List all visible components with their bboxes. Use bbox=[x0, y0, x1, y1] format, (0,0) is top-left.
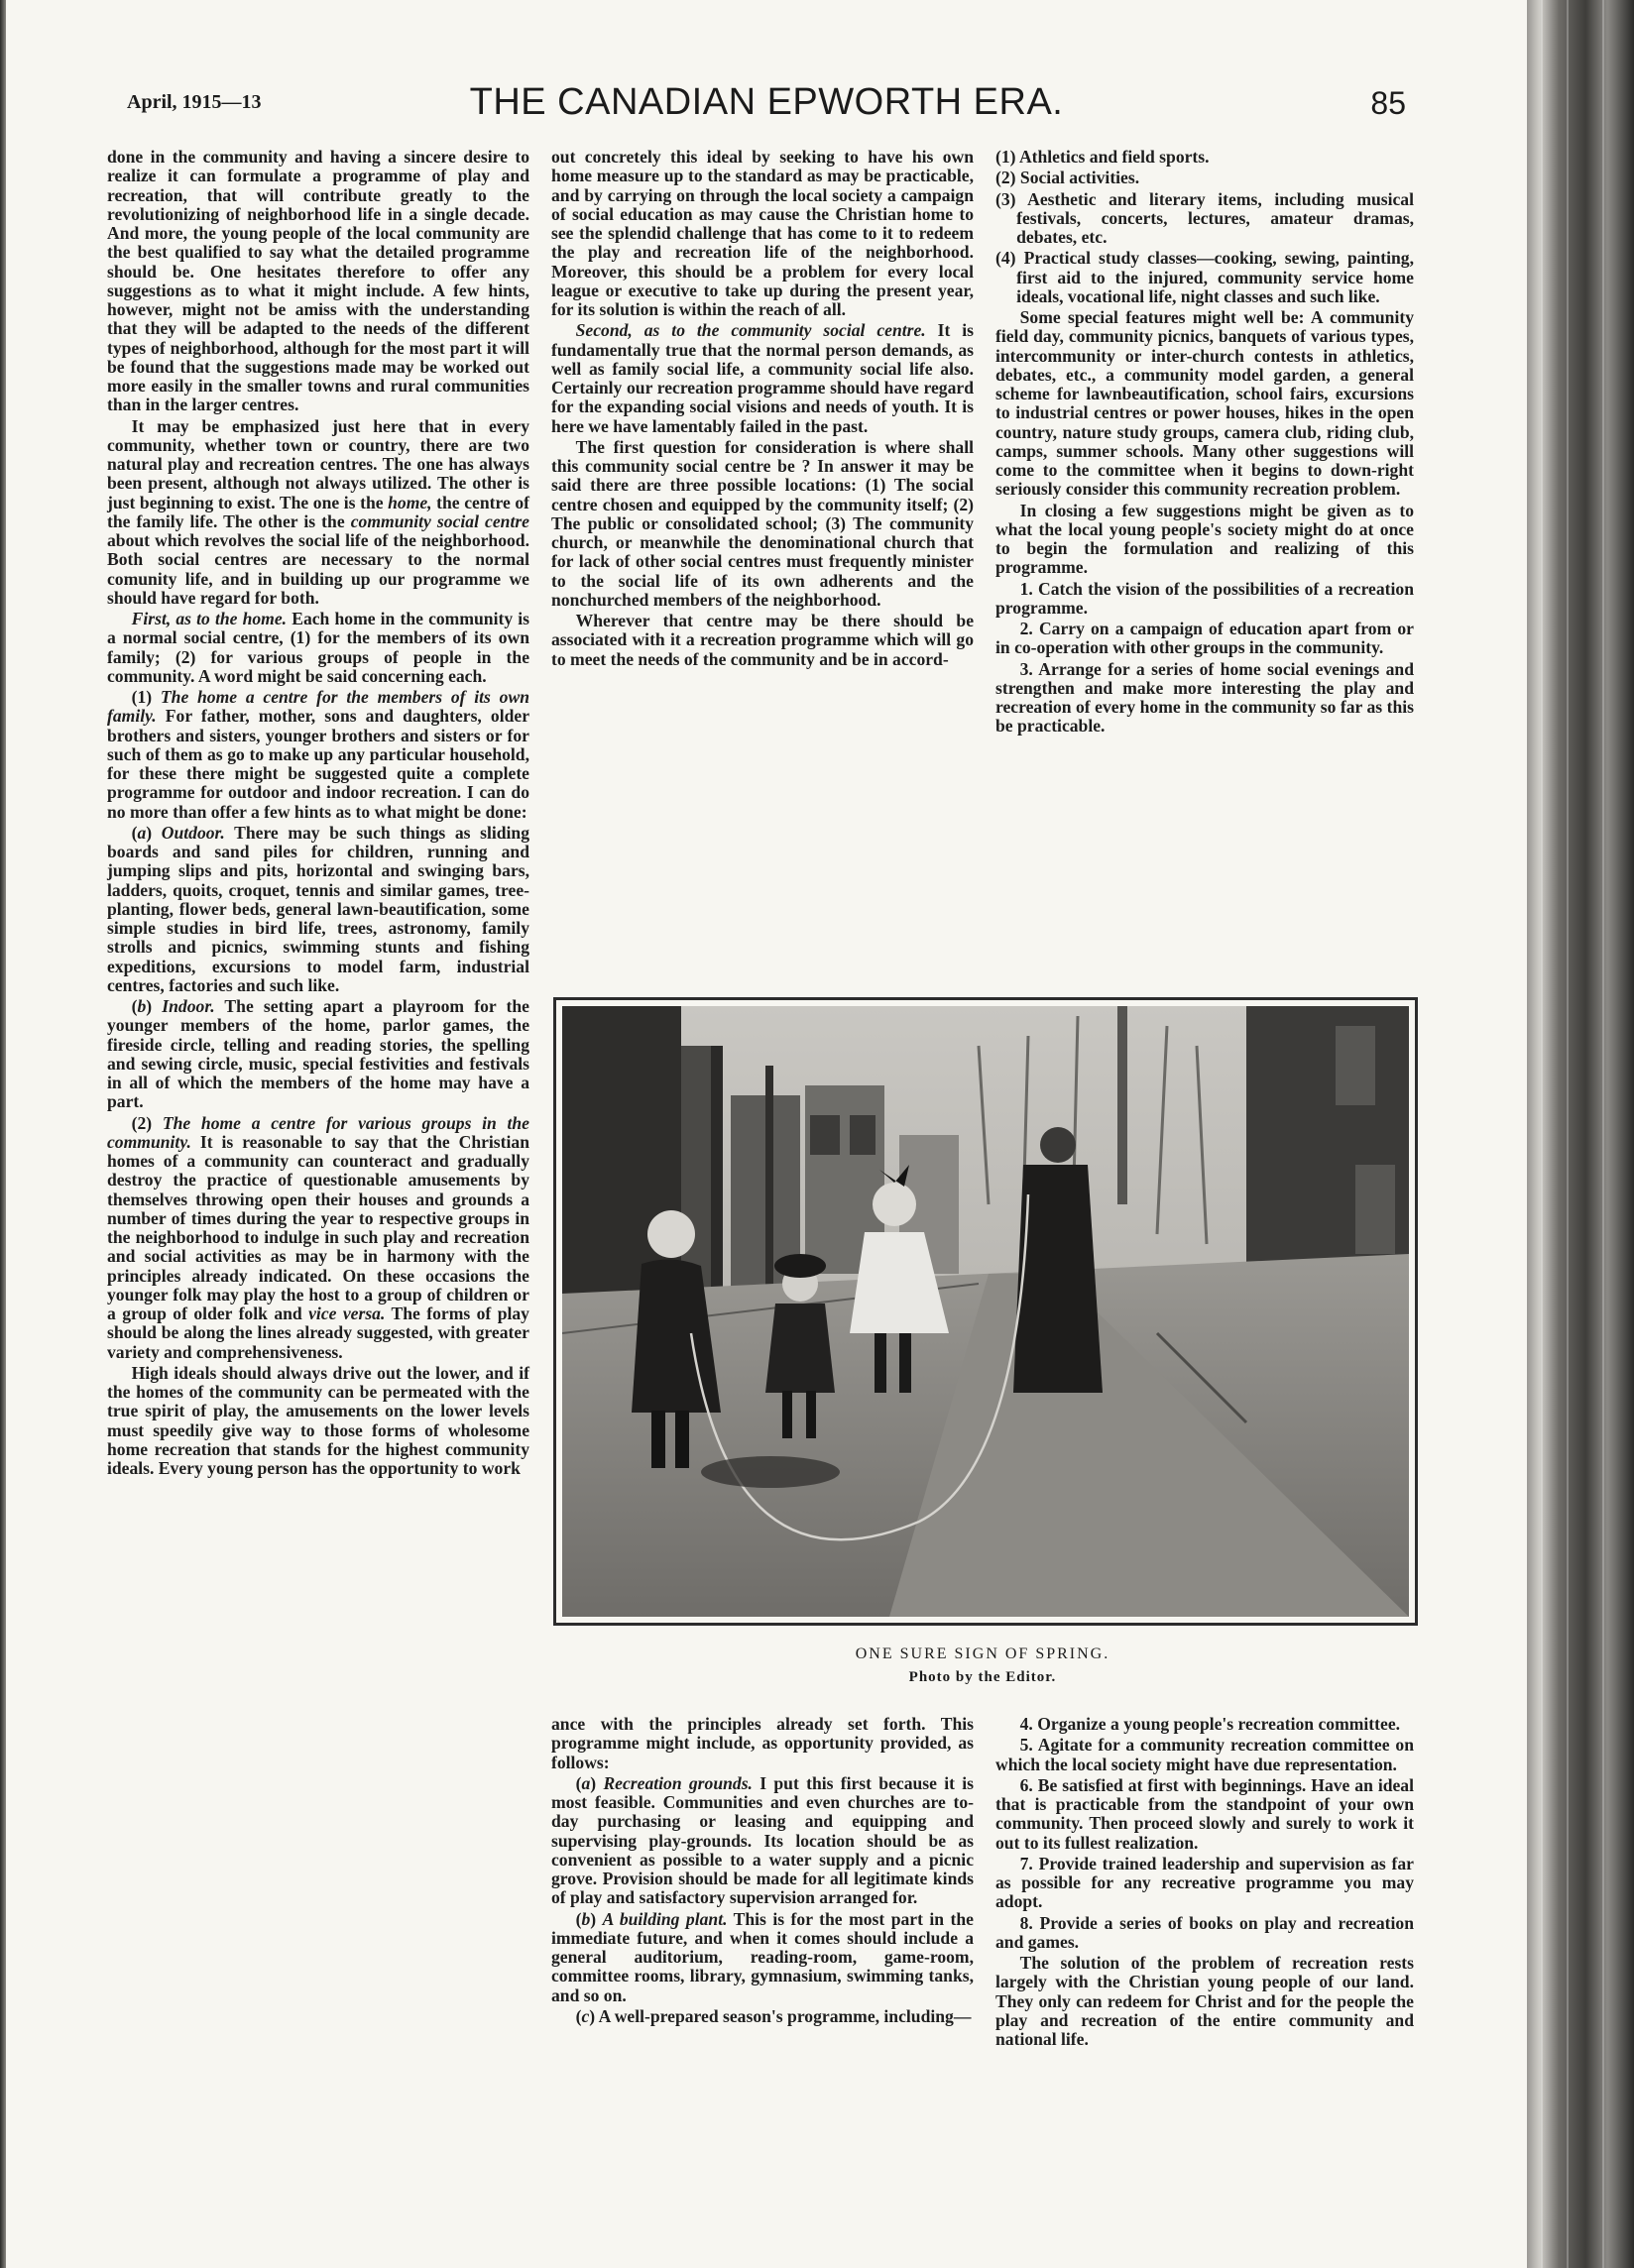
paragraph bbox=[551, 612, 974, 669]
italic-text: The home a centre for various groups in the community. bbox=[107, 1112, 529, 1152]
paragraph bbox=[551, 321, 974, 436]
paragraph bbox=[107, 688, 529, 822]
text-run: done in the community and having a sincere desire to realize it can formulate a programme of play and recreation, that will contribute greatly to the revolutionizing of neighborhood life in a single decade. And more, the young people of the local community are the best qualified to say what the detailed programme should be. One hesitates therefore to offer any suggestions as to what it might include. A few hints, however, might not be amiss with the understanding that they will be adapted to the needs of the different types of neighborhood, although for the most part it will be found that the suggestions made may be worked out more easily in the smaller towns and rural communities than in the larger centres. bbox=[107, 147, 529, 415]
text-run: (1) bbox=[131, 687, 161, 707]
text-run: (2) bbox=[131, 1112, 163, 1133]
photo-illustration bbox=[562, 1006, 1409, 1617]
text-run: 7. Provide trained leadership and supervision as far as possible for any recreative programme you may adopt. bbox=[995, 1853, 1414, 1912]
text-run: ) bbox=[146, 996, 163, 1016]
paragraph bbox=[107, 824, 529, 995]
publication-title: THE CANADIAN EPWORTH ERA. bbox=[469, 81, 1064, 123]
text-run: (3) Aesthetic and literary items, including musical festivals, concerts, lectures, amateur dramas, debates, etc. bbox=[995, 188, 1414, 247]
text-run: ( bbox=[131, 822, 138, 843]
text-run: 4. Organize a young people's recreation committee. bbox=[1019, 1714, 1401, 1734]
text-column-middle-bottom bbox=[551, 1715, 974, 2026]
text-run: ) A well-prepared season's programme, including— bbox=[589, 2005, 972, 2026]
paragraph bbox=[995, 620, 1414, 658]
text-run: The first question for consideration is where shall this community social centre be ? In answer it may be said there are three possible locations: (1) The social centre chosen and equipped by the community itself; (2) The public or consolidated school; (3) The community church, or meanwhile the denominational church that for lack of other social centres must frequently minister to the social life of its own adherents and the nonchurched members of the neighborhood. bbox=[551, 436, 974, 610]
italic-text: b bbox=[581, 1908, 591, 1929]
page-number: 85 bbox=[1370, 85, 1406, 121]
italic-text: vice versa. bbox=[308, 1304, 386, 1323]
italic-text: c bbox=[581, 2005, 590, 2026]
book-spine bbox=[1527, 0, 1634, 2268]
paragraph bbox=[551, 438, 974, 610]
text-run: High ideals should always drive out the lower, and if the homes of the community can be permeated with the true spirit of play, the amusements on the lower levels must speedily give way to those forms of wholesome home recreation that stands for the highest community ideals. Every young person has the opportunity to work bbox=[107, 1362, 529, 1478]
italic-text: Indoor. bbox=[162, 996, 215, 1016]
text-run: I put this first because it is most feasible. Communities and even churches are to-day purchasing or leasing and equipping and supervising play-grounds. Its location should be as convenient as possible to a water supply and a picnic grove. Provision should be made for all legitimate kinds of play and satisfactory supervision arranged for. bbox=[551, 1772, 975, 1908]
italic-text: First, as to the home. bbox=[131, 609, 288, 628]
text-run: 1. Catch the vision of the possibilities of a recreation programme. bbox=[995, 578, 1414, 618]
text-run: The forms of play should be along the lines already suggested, with greater variety and comprehensiveness. bbox=[107, 1304, 529, 1362]
text-column-right-top bbox=[995, 148, 1414, 737]
italic-text: Second, as to the community social centre. bbox=[575, 320, 926, 341]
paragraph bbox=[995, 169, 1414, 187]
paragraph bbox=[995, 148, 1414, 167]
children-skipping-rope-photo bbox=[562, 1006, 1409, 1617]
photo-caption bbox=[553, 1645, 1412, 1686]
italic-text: The home a centre for the members of its own family. bbox=[107, 687, 529, 727]
paragraph bbox=[107, 1364, 529, 1479]
text-run: ance with the principles already set forth. This programme might include, as opportunity provided, as follows: bbox=[551, 1714, 974, 1772]
text-run: ) bbox=[146, 822, 162, 843]
paragraph bbox=[995, 1914, 1414, 1953]
paragraph bbox=[995, 1855, 1414, 1912]
paragraph bbox=[995, 1715, 1414, 1734]
photo-frame bbox=[553, 997, 1418, 1626]
paragraph bbox=[995, 249, 1414, 306]
italic-text: community social centre bbox=[350, 510, 529, 531]
paragraph bbox=[995, 1776, 1414, 1853]
text-run: 6. Be satisfied at first with beginnings. Have an ideal that is practicable from the standpoint of your own community. Then proceed slowly and surely to work it out to its fullest realization. bbox=[995, 1774, 1414, 1853]
text-run: In closing a few suggestions might be given as to what the local young people's society might do at once to begin the formulation and realizing of this programme. bbox=[995, 500, 1414, 578]
text-run: 3. Arrange for a series of home social evenings and strengthen and make more interesting the play and recreation of every home in the community so far as this be practicable. bbox=[995, 658, 1414, 737]
italic-text: a bbox=[581, 1772, 591, 1793]
italic-text: a bbox=[137, 822, 147, 843]
paragraph bbox=[995, 1736, 1414, 1774]
text-run: about which revolves the social life of the neighborhood. Both social centres are necessary to the normal comunity life, and in building up our programme we should have regard for both. bbox=[107, 530, 529, 608]
italic-text: Recreation grounds. bbox=[603, 1772, 753, 1793]
paragraph bbox=[995, 502, 1414, 578]
text-column-middle-top bbox=[551, 148, 974, 669]
paragraph bbox=[995, 660, 1414, 737]
text-run: ( bbox=[131, 996, 138, 1016]
text-run: Some special features might well be: A community field day, community picnics, banquets of various types, intercommunity or inter-church contests in athletics, debates, etc., a community model garden, a general scheme for lawnbeautification, school fairs, excursions to industrial centres or power houses, hikes in the open country, nature study groups, camera club, riding club, camps, summer schools. Many other suggestions will come to the committee when it begins to down-right seriously consider this community recreation problem. bbox=[995, 307, 1414, 500]
paragraph bbox=[107, 148, 529, 415]
text-run: The setting apart a playroom for the younger members of the home, parlor games, the fireside circle, telling and reading stories, the spelling and sewing circle, music, special festivities and festivals in all of which the members of the home may have a part. bbox=[107, 996, 529, 1112]
text-run: There may be such things as sliding boards and sand piles for children, running and jumping slips and pits, horizontal and swinging bars, ladders, quoits, croquet, tennis and similar games, tree-planting, flower beds, general lawn-beautification, some simple studies in bird life, trees, astronomy, family strolls and picnics, swimming stunts and fishing expeditions, excursions to model farm, industrial centres, factories and such like. bbox=[107, 822, 529, 995]
page-edge-shadow bbox=[0, 0, 6, 2268]
text-run: It is reasonable to say that the Christian homes of a community can counteract and gradually destroy the practice of questionable amusements by themselves throwing open their houses and grounds a number of times during the year to respective groups in the neighborhood to indulge in such play and recreation and social activities as may be in harmony with the principles already indicated. On these occasions the younger folk may play the host to a group of children or a group of older folk and bbox=[107, 1131, 529, 1323]
text-column-right-bottom bbox=[995, 1715, 1414, 2049]
text-run: It may be emphasized just here that in every community, whether town or country, there are two natural play and recreation centres. The one has always been present, although not always utilized. The other is just beginning to exist. The one is the bbox=[107, 415, 529, 512]
paragraph bbox=[107, 1114, 529, 1362]
paragraph bbox=[995, 190, 1414, 248]
text-run: out concretely this ideal by seeking to have his own home measure up to the standard as may be practicable, and by carrying on through the local society a campaign of social education as may cause the Christian home to see the splendid challenge that has come to it to redeem the play and recreation life of the neighborhood. Moreover, this should be a problem for every local league or executive to take up during the present year, for its solution is within the reach of all. bbox=[551, 147, 974, 319]
italic-text: home, bbox=[388, 492, 432, 512]
text-run: 2. Carry on a campaign of education apart from or in co-operation with other groups in the community. bbox=[995, 619, 1414, 658]
text-run: (1) Athletics and field sports. bbox=[995, 147, 1210, 167]
caption-title: ONE SURE SIGN OF SPRING. bbox=[855, 1645, 1110, 1662]
paragraph bbox=[551, 1774, 974, 1908]
text-run: (4) Practical study classes—cooking, sewing, painting, first aid to the injured, community service home ideals, vocational life, night classes and such like. bbox=[995, 248, 1414, 306]
text-run: Each home in the community is a normal social centre, (1) for the members of its own family; (2) for various groups of people in the community. A word might be said concerning each. bbox=[107, 609, 529, 686]
caption-credit: Photo by the Editor. bbox=[908, 1669, 1057, 1685]
italic-text: Outdoor. bbox=[161, 822, 225, 843]
text-run: 8. Provide a series of books on play and recreation and games. bbox=[995, 1912, 1414, 1952]
text-run: It is fundamentally true that the normal person demands, as well as family social life, a community social life also. Certainly our recreation programme should have regard for the expanding social visions and needs of youth. It is here we have lamentably failed in the past. bbox=[551, 320, 974, 436]
paragraph bbox=[995, 1954, 1414, 2049]
text-run: This is for the most part in the immediate future, and when it comes should include a general auditorium, reading-room, game-room, committee rooms, library, gymnasium, swimming tanks, and so on. bbox=[551, 1908, 974, 2005]
text-run: (2) Social activities. bbox=[995, 168, 1140, 188]
text-run: 5. Agitate for a community recreation committee on which the local society might have due representation. bbox=[995, 1735, 1414, 1774]
text-run: For father, mother, sons and daughters, older brothers and sisters, younger brothers and sisters or for such of them as go to make up any particular household, for these there might be suggested quite a complete programme for outdoor and indoor recreation. I can do no more than offer a few hints as to what might be done: bbox=[107, 706, 529, 822]
paragraph bbox=[551, 148, 974, 319]
text-run: ) bbox=[590, 1772, 604, 1793]
paragraph bbox=[551, 1715, 974, 1772]
text-run: ) bbox=[590, 1908, 603, 1929]
text-run: ( bbox=[575, 1908, 582, 1929]
issue-date: April, 1915—13 bbox=[127, 91, 262, 113]
paragraph bbox=[551, 1910, 974, 2005]
paragraph bbox=[107, 417, 529, 609]
text-run: ( bbox=[575, 2005, 582, 2026]
paragraph bbox=[107, 610, 529, 686]
paragraph bbox=[551, 2007, 974, 2026]
paragraph bbox=[107, 997, 529, 1112]
text-run: Wherever that centre may be there should be associated with it a recreation programme which will go to meet the needs of the community and be in accord- bbox=[551, 611, 974, 669]
text-run: ( bbox=[575, 1772, 582, 1793]
paragraph bbox=[995, 580, 1414, 619]
paragraph bbox=[995, 308, 1414, 500]
page-header bbox=[127, 81, 1406, 137]
italic-text: A building plant. bbox=[602, 1908, 728, 1929]
text-run: the centre of the family life. The other is the bbox=[107, 492, 529, 531]
text-run: The solution of the problem of recreation rests largely with the Christian young people of our land. They only can redeem for Christ and for the people the play and recreation of the entire community and national life. bbox=[995, 1953, 1414, 2049]
italic-text: b bbox=[137, 996, 147, 1016]
text-column-left bbox=[107, 148, 529, 1478]
